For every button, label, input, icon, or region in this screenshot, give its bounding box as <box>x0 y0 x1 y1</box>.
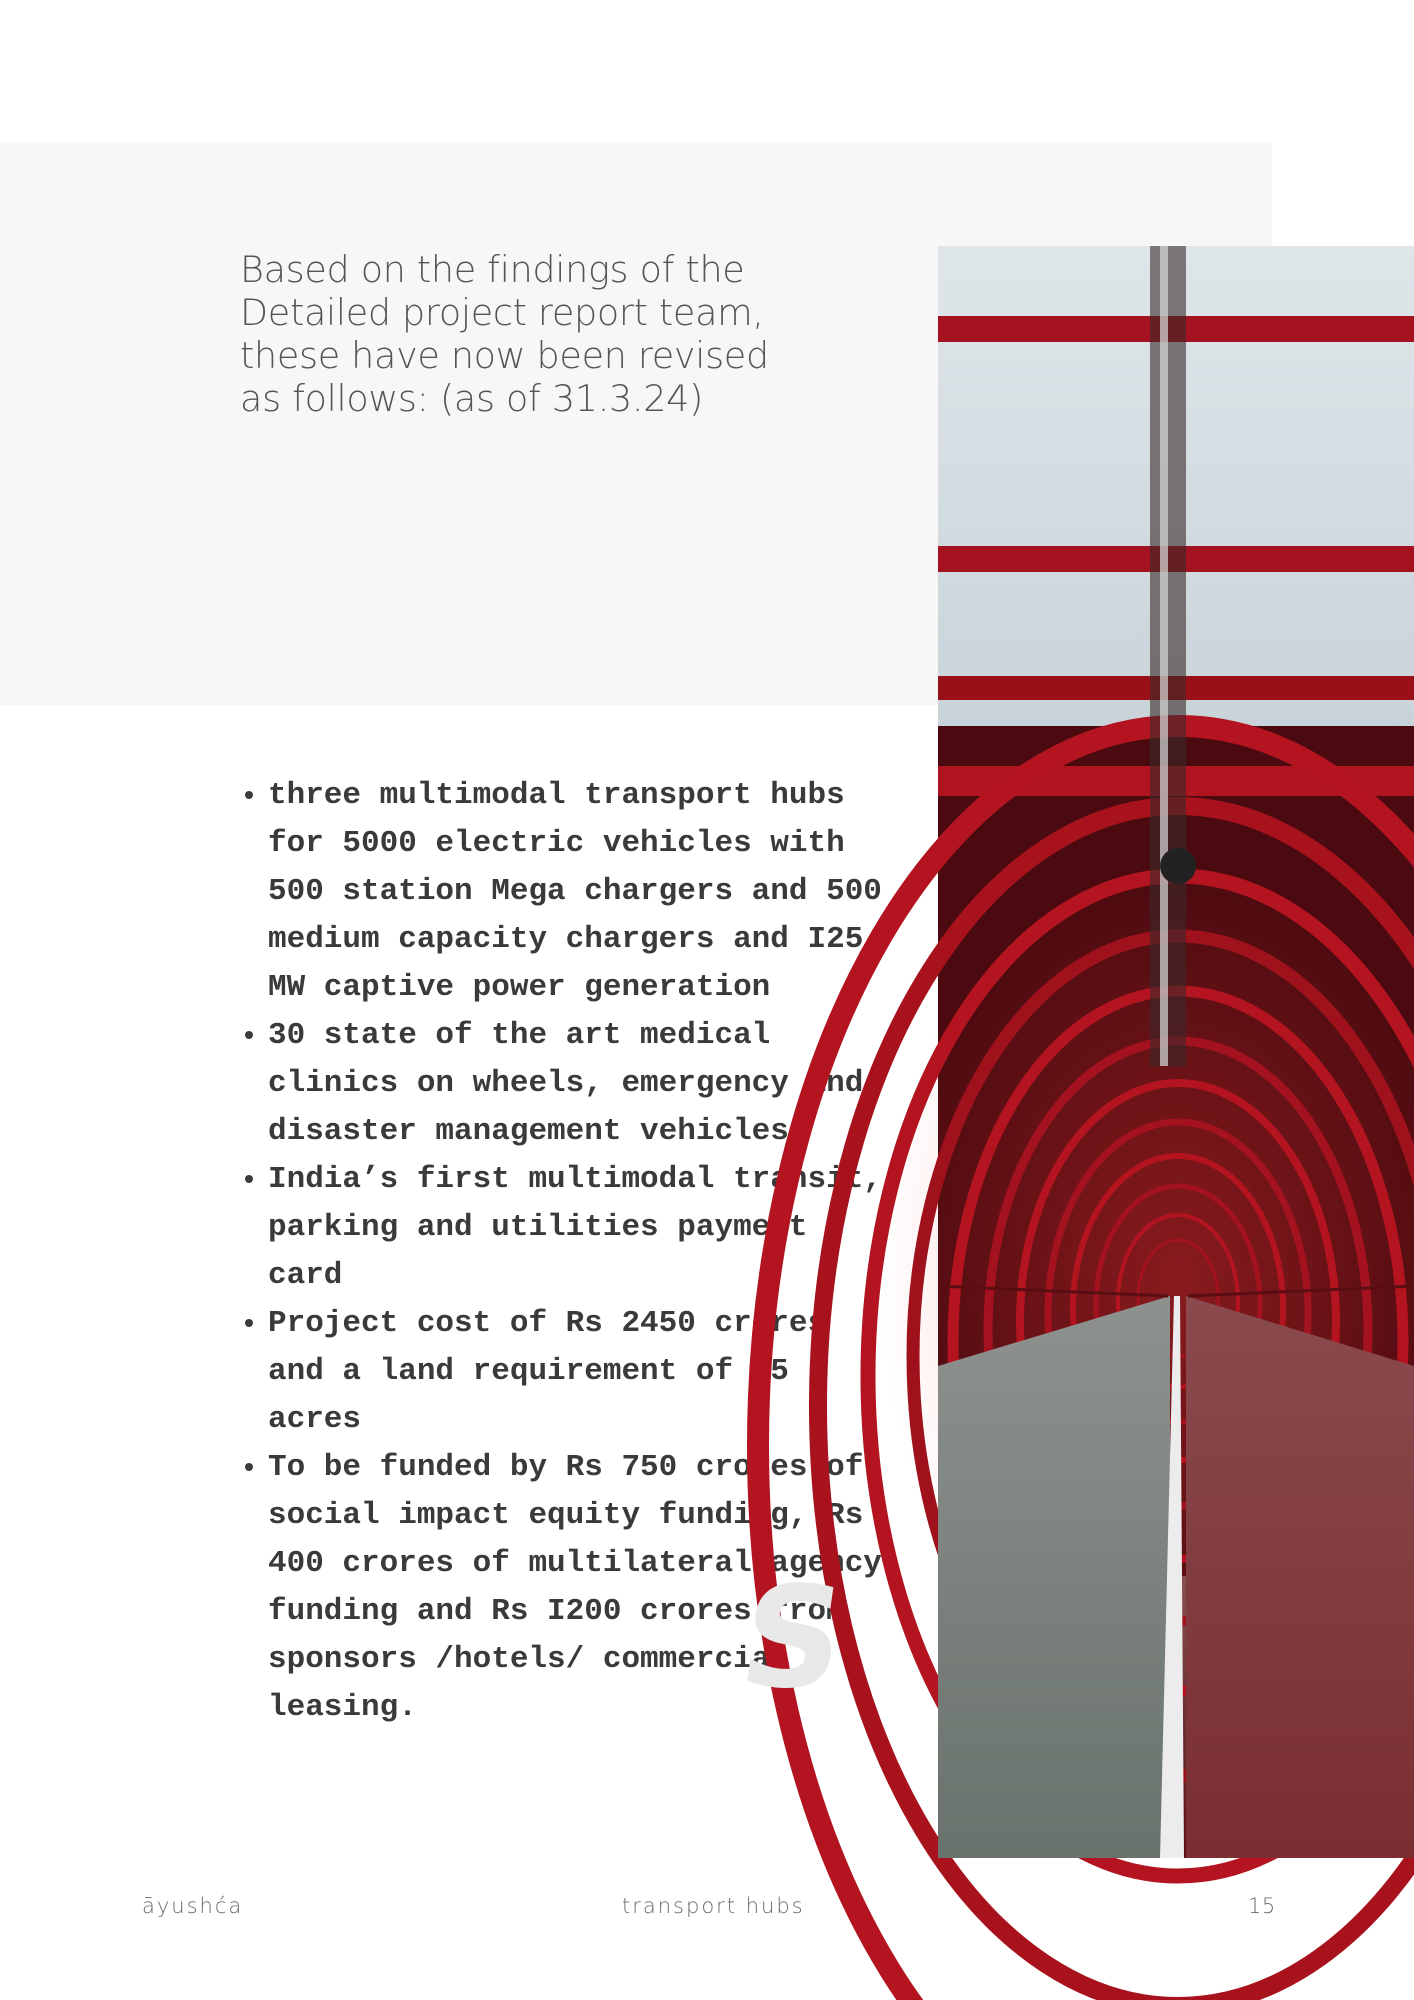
page-number: 15 <box>1248 1894 1276 1918</box>
list-item: • three multimodal transport hubs for 5000 electric vehicles with 500 station Mega chargers and 500 medium capacity chargers and I25 MW captive power generation <box>268 772 888 1012</box>
svg-text:S: S <box>730 1556 855 1720</box>
footer-brand: āyushća <box>142 1894 244 1918</box>
list-item: • To be funded by Rs 750 crores of social impact equity funding, Rs 400 crores of multilateral agency funding and Rs I200 crores from sponsors /hotels/ commercial leasing. <box>268 1444 888 1732</box>
tunnel-photo <box>730 246 1414 1858</box>
intro-paragraph: Based on the findings of the Detailed project report team, these have now been revised as follows: (as of 31.3.24) <box>240 248 769 420</box>
list-item: • India’s first multimodal transit, parking and utilities payment card <box>268 1156 888 1300</box>
list-item: • Project cost of Rs 2450 crores and a land requirement of 65 acres <box>268 1300 888 1444</box>
list-item: • 30 state of the art medical clinics on wheels, emergency and disaster management vehicles <box>268 1012 888 1156</box>
footer-section-title: transport hubs <box>622 1894 805 1918</box>
